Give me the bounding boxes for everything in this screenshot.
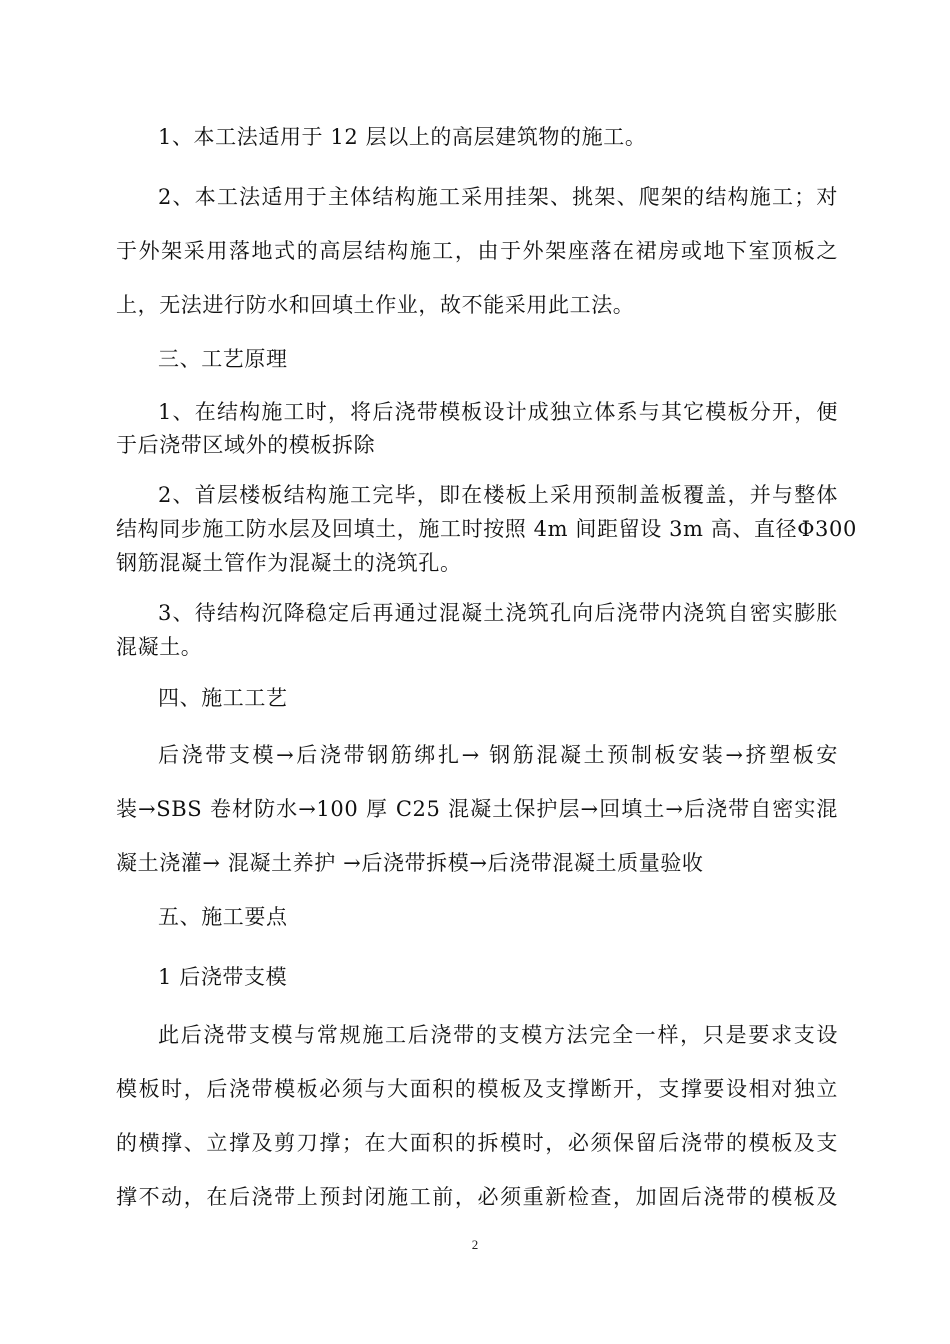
section-heading: 五、施工要点	[158, 905, 288, 929]
paragraph-line: 此后浇带支模与常规施工后浇带的支模方法完全一样，只是要求支设	[158, 1023, 838, 1047]
section-heading: 四、施工工艺	[158, 686, 288, 710]
paragraph-line: 撑不动，在后浇带上预封闭施工前，必须重新检查，加固后浇带的模板及	[116, 1185, 838, 1209]
section-heading: 三、工艺原理	[158, 347, 288, 371]
paragraph-line: 装→SBS 卷材防水→100 厚 C25 混凝土保护层→回填土→后浇带自密实混	[116, 797, 838, 821]
paragraph-line: 混凝土。	[116, 635, 203, 659]
paragraph-line: 结构同步施工防水层及回填土，施工时按照 4m 间距留设 3m 高、直径Φ300	[116, 517, 857, 541]
paragraph-line: 1、本工法适用于 12 层以上的高层建筑物的施工。	[158, 125, 647, 149]
paragraph-line: 的横撑、立撑及剪刀撑；在大面积的拆模时，必须保留后浇带的模板及支	[116, 1131, 838, 1155]
paragraph-line: 于后浇带区域外的模板拆除	[116, 433, 376, 457]
paragraph-line: 1、在结构施工时，将后浇带模板设计成独立体系与其它模板分开，便	[158, 400, 838, 424]
subsection-heading: 1 后浇带支模	[158, 965, 288, 989]
paragraph-line: 上，无法进行防水和回填土作业，故不能采用此工法。	[116, 293, 635, 317]
paragraph-line: 2、本工法适用于主体结构施工采用挂架、挑架、爬架的结构施工；对	[158, 185, 838, 209]
paragraph-line: 凝土浇灌→ 混凝土养护 →后浇带拆模→后浇带混凝土质量验收	[116, 851, 704, 875]
paragraph-line: 模板时，后浇带模板必须与大面积的模板及支撑断开，支撑要设相对独立	[116, 1077, 838, 1101]
paragraph-line: 2、首层楼板结构施工完毕，即在楼板上采用预制盖板覆盖，并与整体	[158, 483, 838, 507]
paragraph-line: 钢筋混凝土管作为混凝土的浇筑孔。	[116, 551, 462, 575]
paragraph-line: 3、待结构沉降稳定后再通过混凝土浇筑孔向后浇带内浇筑自密实膨胀	[158, 601, 838, 625]
page-number: 2	[471, 1237, 479, 1252]
paragraph-line: 后浇带支模→后浇带钢筋绑扎→ 钢筋混凝土预制板安装→挤塑板安	[158, 743, 838, 767]
paragraph-line: 于外架采用落地式的高层结构施工，由于外架座落在裙房或地下室顶板之	[116, 239, 838, 263]
